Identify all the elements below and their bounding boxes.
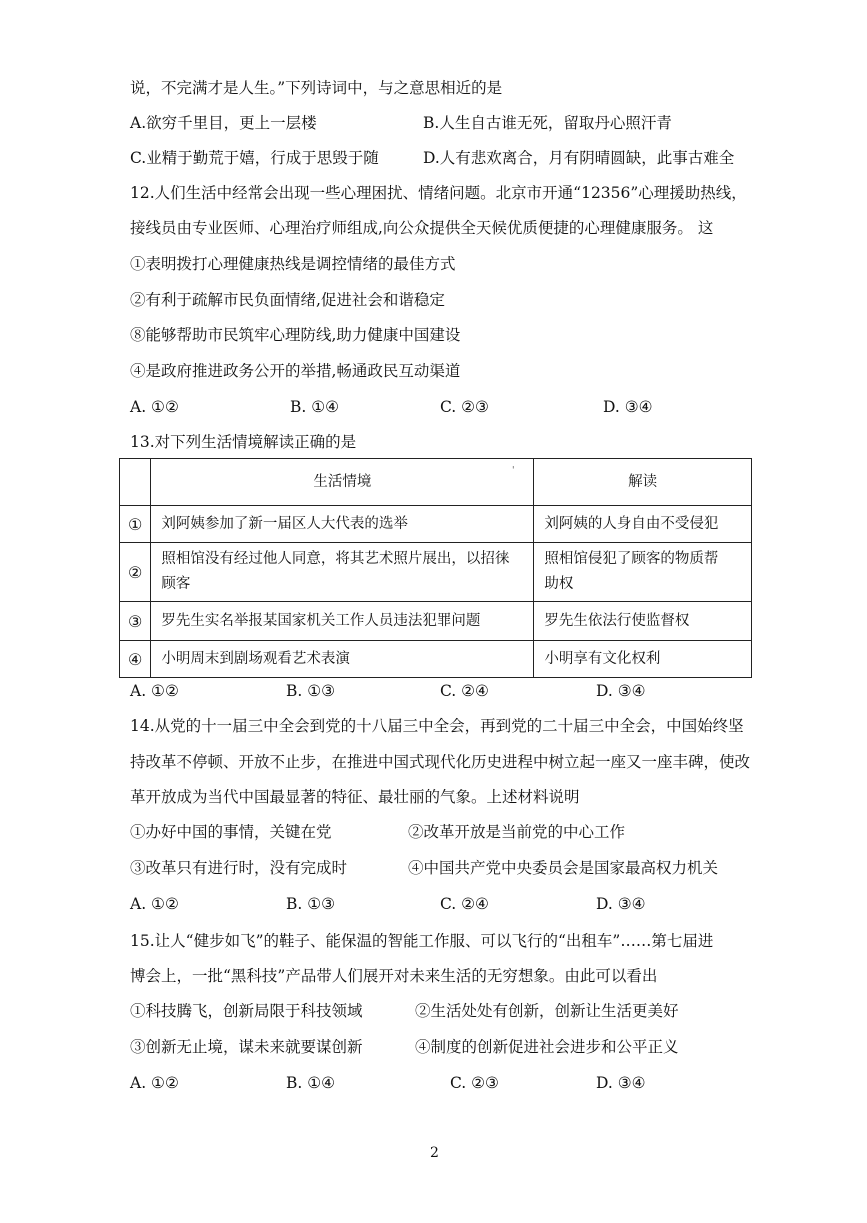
row-situation: 刘阿姨参加了新一届区人大代表的选举 xyxy=(151,506,534,543)
q15-option-a: A. ①② xyxy=(130,1074,179,1092)
row-number: ② xyxy=(120,543,151,602)
q15-stem-line1: 15.让人“健步如飞”的鞋子、能保温的智能工作服、可以飞行的“出租车”……第七届进 xyxy=(130,932,714,950)
table-header-interpretation: 解读 xyxy=(534,459,752,506)
q12-stem-line2: 接线员由专业医师、心理治疗师组成,向公众提供全天候优质便捷的心理健康服务。 这 xyxy=(130,219,714,237)
row-number: ④ xyxy=(120,641,151,678)
q15-option-b: B. ①④ xyxy=(286,1074,336,1092)
q14-stem-line3: 革开放成为当代中国最显著的特征、最壮丽的气象。上述材料说明 xyxy=(130,788,580,806)
page-number: 2 xyxy=(430,1145,439,1161)
q12-statement-3: ⑧能够帮助市民筑牢心理防线,助力健康中国建设 xyxy=(130,326,461,344)
table-row xyxy=(120,641,752,678)
row-situation-line2: 顾客 xyxy=(161,576,191,592)
q15-statement-3: ③创新无止境，谋未来就要谋创新 xyxy=(130,1038,363,1056)
row-interpretation-line1: 照相馆侵犯了顾客的物质帮 xyxy=(544,551,719,567)
q11-stem-continuation: 说，不完满才是人生。”下列诗词中，与之意思相近的是 xyxy=(130,79,503,97)
row-number: ③ xyxy=(120,602,151,641)
q12-statement-1: ①表明拨打心理健康热线是调控情绪的最佳方式 xyxy=(130,255,456,273)
q14-statement-4: ④中国共产党中央委员会是国家最高权力机关 xyxy=(408,859,719,877)
q14-statement-1: ①办好中国的事情，关键在党 xyxy=(130,823,332,841)
q13-option-d: D. ③④ xyxy=(596,682,646,700)
q12-statement-4: ④是政府推进政务公开的举措,畅通政民互动渠道 xyxy=(130,362,461,380)
row-interpretation xyxy=(534,543,752,602)
q14-option-c: C. ②④ xyxy=(440,895,489,913)
table-row xyxy=(120,543,752,602)
q12-option-c: C. ②③ xyxy=(440,398,489,416)
table-header-num xyxy=(120,459,151,506)
q15-option-c: C. ②③ xyxy=(450,1074,499,1092)
table-row xyxy=(120,602,752,641)
q13-option-c: C. ②④ xyxy=(440,682,489,700)
row-number: ① xyxy=(120,506,151,543)
q12-option-d: D. ③④ xyxy=(603,398,653,416)
q15-stem-line2: 博会上，一批“黑科技”产品带人们展开对未来生活的无穷想象。由此可以看出 xyxy=(130,967,658,985)
stray-mark: ' xyxy=(512,466,515,476)
q14-statement-3: ③改革只有进行时，没有完成时 xyxy=(130,859,348,877)
row-interpretation: 罗先生依法行使监督权 xyxy=(534,602,752,641)
q12-statement-2: ②有利于疏解市民负面情绪,促进社会和谐稳定 xyxy=(130,291,445,309)
q13-stem: 13.对下列生活情境解读正确的是 xyxy=(130,433,357,451)
row-interpretation: 小明享有文化权利 xyxy=(534,641,752,678)
q15-statement-1: ①科技腾飞，创新局限于科技领域 xyxy=(130,1002,363,1020)
q12-stem-line1: 12.人们生活中经常会出现一些心理困扰、情绪问题。北京市开通“12356”心理援助热线， xyxy=(130,184,747,202)
row-situation xyxy=(151,543,534,602)
q13-table xyxy=(119,458,752,678)
q15-statement-4: ④制度的创新促进社会进步和公平正义 xyxy=(415,1038,679,1056)
q11-option-c: C.业精于勤荒于嬉，行成于思毁于随 xyxy=(130,149,379,167)
row-situation-line1: 照相馆没有经过他人同意，将其艺术照片展出，以招徕 xyxy=(161,551,510,567)
q14-option-b: B. ①③ xyxy=(286,895,336,913)
q14-option-d: D. ③④ xyxy=(596,895,646,913)
table-header-situation: 生活情境 xyxy=(151,459,534,506)
table-header-row xyxy=(120,459,752,506)
q11-option-b: B.人生自古谁无死，留取丹心照汗青 xyxy=(423,114,672,132)
q14-option-a: A. ①② xyxy=(130,895,179,913)
q11-option-d: D.人有悲欢离合，月有阴晴圆缺，此事古难全 xyxy=(423,149,735,167)
q15-option-d: D. ③④ xyxy=(596,1074,646,1092)
q13-option-b: B. ①③ xyxy=(286,682,336,700)
q12-option-a: A. ①② xyxy=(130,398,179,416)
q12-option-b: B. ①④ xyxy=(290,398,340,416)
row-situation: 小明周末到剧场观看艺术表演 xyxy=(151,641,534,678)
q15-statement-2: ②生活处处有创新，创新让生活更美好 xyxy=(415,1002,679,1020)
table-row xyxy=(120,506,752,543)
q14-stem-line1: 14.从党的十一届三中全会到党的十八届三中全会，再到党的二十届三中全会，中国始终坚 xyxy=(130,717,744,735)
row-interpretation: 刘阿姨的人身自由不受侵犯 xyxy=(534,506,752,543)
row-interpretation-line2: 助权 xyxy=(544,576,574,592)
row-situation: 罗先生实名举报某国家机关工作人员违法犯罪问题 xyxy=(151,602,534,641)
q11-option-a: A.欲穷千里目，更上一层楼 xyxy=(130,114,317,132)
q14-stem-line2: 持改革不停顿、开放不止步，在推进中国式现代化历史进程中树立起一座又一座丰碑，使改 xyxy=(130,753,751,771)
q14-statement-2: ②改革开放是当前党的中心工作 xyxy=(408,823,626,841)
q13-option-a: A. ①② xyxy=(130,682,179,700)
